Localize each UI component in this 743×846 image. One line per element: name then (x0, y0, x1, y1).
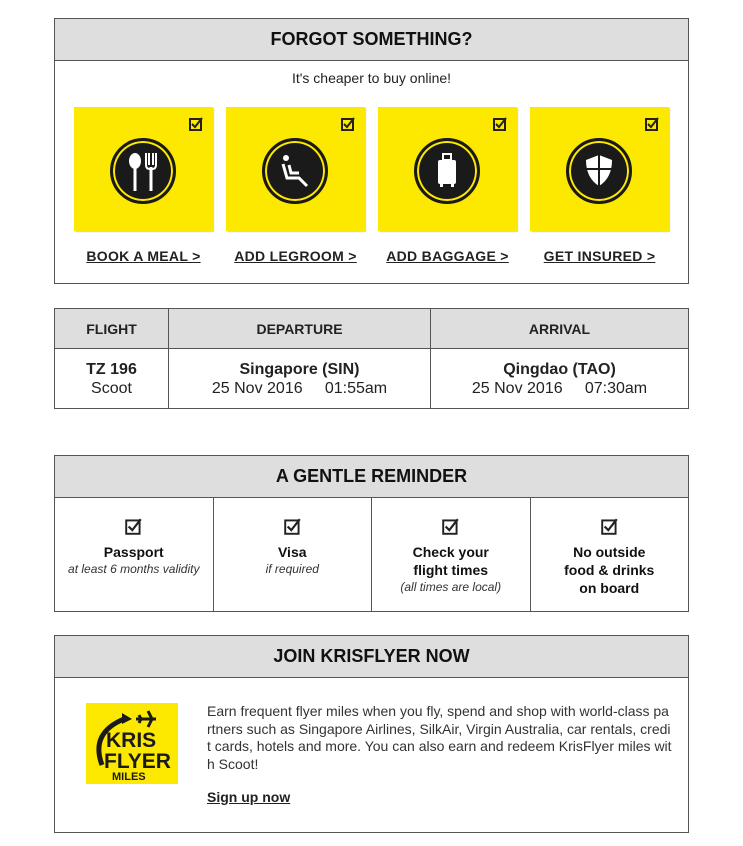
header-departure: DEPARTURE (169, 309, 431, 349)
section-title: A GENTLE REMINDER (55, 456, 688, 498)
checkbox-icon (284, 518, 301, 535)
checkbox-icon (189, 117, 203, 131)
flight-details-table (54, 308, 689, 409)
arrival-city: Qingdao (TAO) (503, 360, 616, 378)
subtitle: It's cheaper to buy online! (291, 70, 452, 86)
sign-up-link[interactable]: Sign up now (207, 789, 291, 805)
tile-book-meal[interactable] (74, 107, 213, 266)
reminder-flight-times: Check your flight times (all times are local) (372, 498, 531, 612)
departure-time: 01:55am (324, 379, 388, 397)
arrival-time: 07:30am (584, 379, 648, 397)
add-baggage-link[interactable]: ADD BAGGAGE > (386, 248, 509, 264)
seat-icon (273, 149, 317, 193)
reminder-food-drinks: No outside food & drinks on board (531, 498, 689, 612)
header-flight: FLIGHT (55, 309, 169, 349)
departure-city: Singapore (SIN) (239, 360, 360, 378)
book-meal-link[interactable]: BOOK A MEAL > (86, 248, 201, 264)
arrival-date: 25 Nov 2016 (471, 379, 563, 397)
checkbox-icon (645, 117, 659, 131)
reminder-passport: Passport at least 6 months validity (55, 498, 214, 612)
section-title: JOIN KRISFLYER NOW (55, 636, 688, 678)
krisflyer-description: Earn frequent flyer miles when you fly, spend and shop with world-class pa rtners such as Singapore Airlines, SilkAir, Virgin Australia, car rentals, credi t cards, hotels and more. You can also earn and redeem KrisFlyer miles wit h Scoot! (207, 703, 672, 772)
meal-icon (121, 149, 165, 193)
reminder-visa: Visa if required (214, 498, 373, 612)
forgot-something-section (54, 18, 689, 284)
tile-add-baggage[interactable] (378, 107, 517, 266)
baggage-icon (425, 149, 469, 193)
gentle-reminder-section (54, 455, 689, 612)
checkbox-icon (125, 518, 142, 535)
krisflyer-section (54, 635, 689, 833)
krisflyer-logo (86, 703, 178, 784)
checkbox-icon (341, 117, 355, 131)
svg-text:FLYER: FLYER (104, 750, 171, 773)
shield-icon (577, 149, 621, 193)
checkbox-icon (442, 518, 459, 535)
airline: Scoot (91, 379, 132, 397)
tile-add-legroom[interactable] (226, 107, 365, 266)
checkbox-icon (493, 117, 507, 131)
section-title: FORGOT SOMETHING? (55, 19, 688, 61)
svg-text:KRIS: KRIS (106, 729, 157, 752)
header-arrival: ARRIVAL (431, 309, 689, 349)
add-legroom-link[interactable]: ADD LEGROOM > (234, 248, 357, 264)
departure-date: 25 Nov 2016 (211, 379, 303, 397)
svg-text:MILES: MILES (112, 771, 146, 783)
tile-get-insured[interactable] (530, 107, 669, 266)
flight-number: TZ 196 (86, 360, 137, 378)
checkbox-icon (601, 518, 618, 535)
get-insured-link[interactable]: GET INSURED > (543, 248, 656, 264)
